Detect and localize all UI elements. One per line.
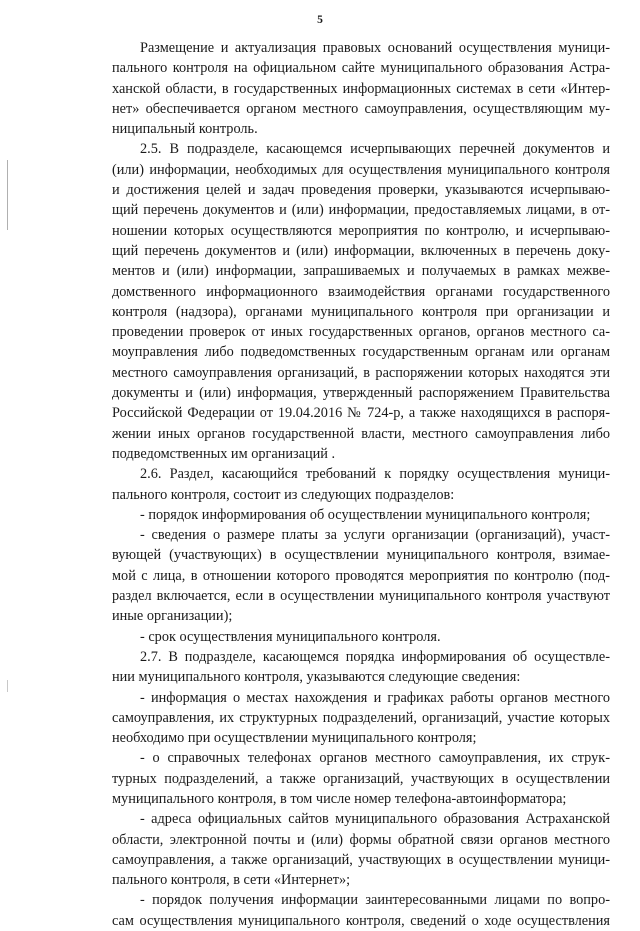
text-line: щий перечень документов и (или) информации, предоставляемых лицами, в от- [112,202,610,219]
text-line: контроля (надзора), органами муниципального контроля при организации и [112,303,610,320]
text-line: - адреса официальных сайтов муниципального образования Астраханской [140,811,610,828]
text-line: Российской Федерации от 19.04.2016 № 724-р, а также находящихся в распоря- [112,405,610,422]
text-line: муниципального контроля, в том числе номер телефона-автоинформатора; [112,790,567,807]
text-line: турных подразделений, а также организаций, участвующих в осуществлении [112,770,610,787]
text-line: пального контроля, состоит из следующих подразделов: [112,486,455,503]
text-line: 2.6. Раздел, касающийся требований к порядку осуществления муници- [140,466,610,483]
text-line: необходимо при осуществлении муниципального контроля; [112,730,477,747]
scan-margin-mark [7,680,8,692]
text-line: ментов и (или) информации, запрашиваемых и получаемых в рамках межве- [112,263,610,280]
text-line: самоуправления, их структурных подразделений, организаций, участие которых [112,709,610,726]
document-body [112,38,610,931]
text-line: ниципальный контроль. [112,121,258,138]
text-line: и достижения целей и задач проведения проверки, указываются исчерпываю- [112,182,610,199]
text-line: - о справочных телефонах органов местного самоуправления, их струк- [140,750,610,767]
text-line: пального контроля на официальном сайте муниципального образования Астра- [112,60,610,77]
scan-margin-mark [7,160,8,230]
text-line: - срок осуществления муниципального контроля. [140,628,441,645]
text-line: щий перечень документов и (или) информации, включенных в перечень доку- [112,242,610,259]
page-number: 5 [317,14,323,26]
text-line: моуправления либо подведомственных государственным органам или органам [112,344,610,361]
text-line: проведении проверок от иных государственных органов, органов местного са- [112,324,610,341]
text-line: ношении которых осуществляются мероприятия по контролю, и исчерпываю- [112,222,610,239]
text-line: Размещение и актуализация правовых оснований осуществления муници- [140,40,610,56]
text-line: документы и (или) информация, утвержденный распоряжением Правительства [112,385,610,402]
text-line: пального контроля, в сети «Интернет»; [112,872,351,889]
text-line: самоуправления, а также организаций, участвующих в осуществлении муници- [112,851,610,868]
text-line: - порядок получения информации заинтересованными лицами по вопро- [140,892,610,909]
text-line: - информация о местах нахождения и графиках работы органов местного [140,689,610,706]
text-line: иные организации); [112,608,233,625]
text-line: местного самоуправления организаций, в распоряжении которых находятся эти [112,364,610,381]
text-line: нии муниципального контроля, указываются следующие сведения: [112,669,521,686]
text-line: 2.5. В подразделе, касающемся исчерпывающих перечней документов и [140,141,610,158]
text-line: подведомственных им организаций . [112,445,336,462]
text-line: области, электронной почты и (или) формы обратной связи органов местного [112,831,610,848]
text-line: домственного информационного взаимодействия органами государственного [112,283,610,300]
text-line: - сведения о размере платы за услуги организации (организаций), участ- [140,527,610,544]
text-line: 2.7. В подразделе, касающемся порядка информирования об осуществле- [140,648,610,665]
text-line: - порядок информирования об осуществлении муниципального контроля; [140,506,591,523]
text-line: мой с лица, в отношении которого проводятся мероприятия по контролю (под- [112,567,610,584]
text-line: ханской области, в государственных информационных системах в сети «Интер- [112,80,610,97]
text-line: сам осуществления муниципального контроля, сведений о ходе осуществления [112,912,610,929]
text-line: вующей (участвующих) в осуществлении муниципального контроля, взимае- [112,547,610,564]
text-line: нет» обеспечивается органом местного самоуправления, осуществляющим му- [112,100,610,117]
text-line: раздел включается, если в осуществлении муниципального контроля участвуют [112,588,610,605]
text-line: (или) информации, необходимых для осуществления муниципального контроля [112,161,610,178]
text-line: жении иных органов государственной власти, местного самоуправления либо [112,425,610,442]
